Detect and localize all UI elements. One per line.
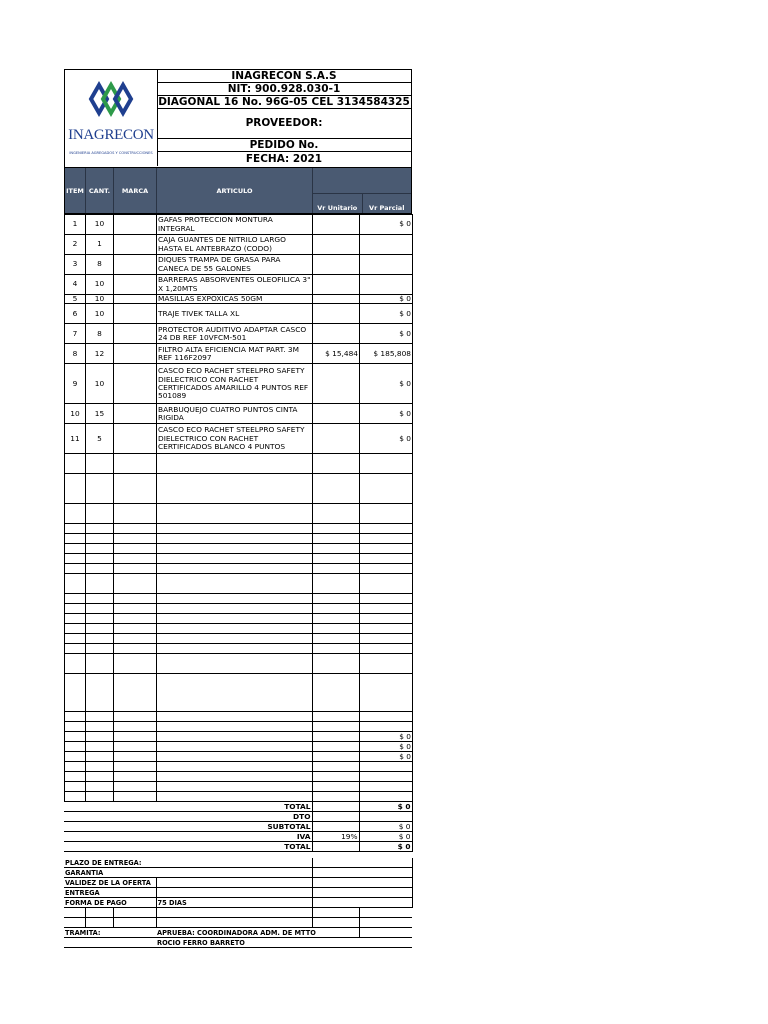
- blank-row-subtotal: $ 0: [360, 752, 413, 762]
- col-values-header: [313, 168, 411, 213]
- delivery-label: ENTREGA: [64, 888, 156, 898]
- item-unit-price: [313, 295, 360, 304]
- payment-row: [64, 898, 412, 908]
- blank-row: [65, 624, 413, 634]
- purchase-order-sheet: [64, 69, 412, 948]
- item-description: FILTRO ALTA EFICIENCIA MAT PART. 3M REF 116F2097: [157, 344, 313, 364]
- item-row: [65, 304, 413, 324]
- subtotal-label: SUBTOTAL: [64, 822, 312, 832]
- total-row: [64, 802, 412, 812]
- blank-row: [65, 614, 413, 624]
- item-number: 8: [65, 344, 86, 364]
- item-quantity: 10: [86, 275, 114, 295]
- grand-total-row: [64, 842, 412, 852]
- item-brand: [114, 344, 157, 364]
- blank-row: [65, 772, 413, 782]
- company-address: DIAGONAL 16 No. 96G-05 CEL 3134584325: [158, 96, 410, 108]
- item-quantity: 10: [86, 295, 114, 304]
- payment-label: FORMA DE PAGO: [64, 898, 156, 908]
- blank-footer-row: [64, 908, 412, 918]
- item-row: [65, 364, 413, 404]
- item-row: [65, 324, 413, 344]
- item-subtotal: [360, 275, 413, 295]
- item-description: CASCO ECO RACHET STEELPRO SAFETY DIELECTRICO CON RACHET CERTIFICADOS AMARILLO 4 PUNTOS REF 501089: [157, 364, 313, 404]
- item-number: 6: [65, 304, 86, 324]
- total-value: $ 0: [359, 802, 412, 812]
- blank-row: [65, 732, 413, 742]
- total-label: TOTAL: [64, 802, 312, 812]
- blank-row: [65, 722, 413, 732]
- item-description: TRAJE TIVEK TALLA XL: [157, 304, 313, 324]
- discount-value: [359, 812, 412, 822]
- offer-validity-row: [64, 878, 412, 888]
- discount-label: DTO: [64, 812, 312, 822]
- approved-by-label: APRUEBA: COORDINADORA ADM. DE MTTO: [156, 928, 359, 938]
- item-row: [65, 275, 413, 295]
- item-subtotal: $ 0: [360, 424, 413, 454]
- blank-row: [65, 554, 413, 564]
- item-description: BARRERAS ABSORVENTES OLEOFILICA 3" X 1,20MTS: [158, 275, 311, 293]
- item-unit-price: [313, 215, 360, 235]
- item-quantity: 15: [86, 404, 114, 424]
- item-subtotal: $ 0: [360, 295, 413, 304]
- blank-row: [65, 524, 413, 534]
- provider-label: PROVEEDOR:: [157, 109, 411, 139]
- blank-row: [65, 594, 413, 604]
- item-number: 7: [65, 324, 86, 344]
- col-articulo-header: ARTICULO: [157, 168, 313, 213]
- item-subtotal: $ 0: [360, 364, 413, 404]
- company-nit: NIT: 900.928.030-1: [157, 83, 411, 96]
- item-subtotal: $ 0: [360, 304, 413, 324]
- item-subtotal: $ 0: [360, 324, 413, 344]
- subtotal-row: [64, 822, 412, 832]
- blank-row: [65, 564, 413, 574]
- delivery-row: [64, 888, 412, 898]
- items-table: [64, 214, 413, 802]
- item-subtotal: $ 185,808: [360, 344, 413, 364]
- item-description: DIQUES TRAMPA DE GRASA PARA CANECA DE 55 GALONES: [157, 255, 313, 275]
- item-number: 5: [65, 295, 86, 304]
- approval-row: [64, 928, 412, 938]
- item-subtotal: [360, 235, 413, 255]
- blank-row: [65, 782, 413, 792]
- item-subtotal: [360, 255, 413, 275]
- company-logo: [65, 70, 158, 166]
- payment-value: 75 DIAS: [156, 898, 312, 908]
- item-description: CASCO ECO RACHET STEELPRO SAFETY DIELECTRICO CON RACHET CERTIFICADOS BLANCO 4 PUNTOS: [157, 424, 313, 454]
- item-row: [65, 255, 413, 275]
- processed-by-label: TRAMITA:: [64, 928, 156, 938]
- item-number: 4: [65, 275, 86, 295]
- order-date: FECHA: 2021: [245, 153, 323, 165]
- col-marca-header: MARCA: [114, 168, 157, 213]
- item-subtotal: $ 0: [360, 404, 413, 424]
- item-unit-price: [313, 364, 360, 404]
- blank-row-subtotal: $ 0: [360, 742, 413, 752]
- item-unit-price: [313, 424, 360, 454]
- items-body: [65, 215, 413, 802]
- blank-row: [65, 534, 413, 544]
- item-row: [65, 344, 413, 364]
- warranty-label: GARANTIA: [64, 868, 312, 878]
- item-description: BARBUQUEJO CUATRO PUNTOS CINTA RIGIDA: [157, 404, 313, 424]
- item-brand: [114, 304, 157, 324]
- iva-rate: 19%: [312, 832, 359, 842]
- blank-row: [65, 674, 413, 712]
- item-unit-price: [313, 304, 360, 324]
- blank-row: [65, 742, 413, 752]
- item-brand: [114, 364, 157, 404]
- delivery-term-row: [64, 858, 412, 868]
- item-quantity: 10: [86, 304, 114, 324]
- delivery-term-label: PLAZO DE ENTREGA:: [64, 858, 312, 868]
- totals-table: [64, 802, 413, 852]
- company-name: INAGRECON S.A.S: [157, 70, 411, 83]
- approver-row: [64, 938, 412, 948]
- discount-row: [64, 812, 412, 822]
- item-row: [65, 404, 413, 424]
- logo-name: INAGRECON: [68, 127, 154, 143]
- item-brand: [114, 235, 157, 255]
- footer-table: [64, 858, 413, 948]
- item-number: 3: [65, 255, 86, 275]
- blank-row-subtotal: $ 0: [360, 732, 413, 742]
- item-unit-price: [313, 275, 360, 295]
- item-number: 9: [65, 364, 86, 404]
- offer-validity-label: VALIDEZ DE LA OFERTA: [64, 878, 156, 888]
- item-brand: [114, 255, 157, 275]
- blank-row: [65, 762, 413, 772]
- blank-row: [65, 474, 413, 504]
- item-quantity: 1: [86, 235, 114, 255]
- item-quantity: 12: [86, 344, 114, 364]
- subtotal-value: $ 0: [359, 822, 412, 832]
- iva-row: [64, 832, 412, 842]
- item-row: [65, 235, 413, 255]
- blank-row: [65, 752, 413, 762]
- item-number: 11: [65, 424, 86, 454]
- item-description: GAFAS PROTECCION MONTURA INTEGRAL: [157, 215, 313, 235]
- col-item-header: ITEM: [65, 168, 86, 213]
- blank-row: [65, 634, 413, 644]
- item-unit-price: [313, 255, 360, 275]
- iva-label: IVA: [64, 832, 312, 842]
- approver-name: ROCIO FERRO BARRETO: [156, 938, 412, 948]
- item-description: CAJA GUANTES DE NITRILO LARGO HASTA EL ANTEBRAZO (CODO): [157, 235, 313, 255]
- item-quantity: 8: [86, 255, 114, 275]
- blank-row: [65, 504, 413, 524]
- item-quantity: 5: [86, 424, 114, 454]
- item-row: [65, 215, 413, 235]
- item-unit-price: [313, 235, 360, 255]
- col-vr-parcial-header: Vr Parcial: [369, 204, 405, 212]
- order-header: [64, 69, 412, 167]
- item-brand: [114, 404, 157, 424]
- blank-row: [65, 654, 413, 674]
- column-header-row: [64, 167, 412, 214]
- item-unit-price: $ 15,484: [313, 344, 360, 364]
- item-quantity: 10: [86, 215, 114, 235]
- blank-row: [65, 544, 413, 554]
- item-quantity: 8: [86, 324, 114, 344]
- item-unit-price: [313, 404, 360, 424]
- logo-tagline: INGENIERIA AGREGADOS Y CONSTRUCCIONES: [69, 151, 153, 155]
- blank-row: [65, 644, 413, 654]
- item-number: 1: [65, 215, 86, 235]
- warranty-row: [64, 868, 412, 878]
- item-row: [65, 424, 413, 454]
- col-vr-unitario-header: Vr Unitario: [313, 194, 363, 213]
- item-number: 10: [65, 404, 86, 424]
- col-cant-header: CANT.: [86, 168, 114, 213]
- item-brand: [114, 215, 157, 235]
- item-subtotal: $ 0: [360, 215, 413, 235]
- blank-row: [65, 712, 413, 722]
- blank-footer-row: [64, 918, 412, 928]
- item-description: MASILLAS EXPOXICAS 50GM: [157, 295, 313, 304]
- item-description: PROTECTOR AUDITIVO ADAPTAR CASCO 24 DB REF 10VFCM-501: [157, 324, 313, 344]
- order-number-label: PEDIDO No.: [157, 139, 411, 152]
- item-row: [65, 295, 413, 304]
- item-brand: [114, 324, 157, 344]
- item-brand: [114, 424, 157, 454]
- blank-row: [65, 792, 413, 802]
- blank-row: [65, 574, 413, 594]
- grand-total-label: TOTAL: [64, 842, 312, 852]
- item-brand: [114, 295, 157, 304]
- iva-value: $ 0: [359, 832, 412, 842]
- item-quantity: 10: [86, 364, 114, 404]
- blank-row: [65, 454, 413, 474]
- item-number: 2: [65, 235, 86, 255]
- item-brand: [114, 275, 157, 295]
- diamond-logo-icon: [65, 70, 157, 126]
- grand-total-value: $ 0: [359, 842, 412, 852]
- item-unit-price: [313, 324, 360, 344]
- blank-row: [65, 604, 413, 614]
